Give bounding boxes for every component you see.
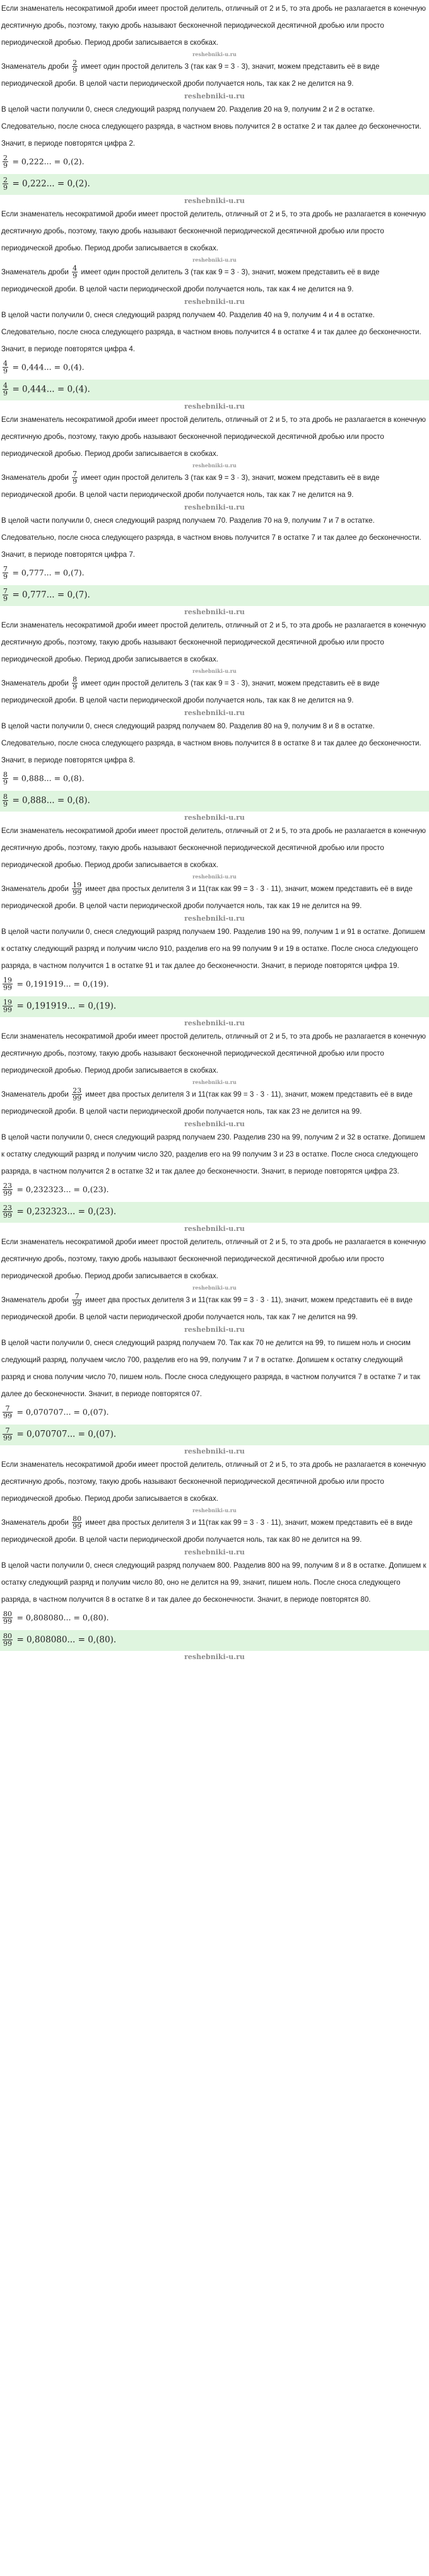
fraction-numerator: 2 [3,176,8,184]
fraction [72,1515,82,1530]
highlighted-result [0,1202,429,1223]
fraction-numerator: 7 [72,1293,82,1300]
fraction-denominator: 99 [73,1300,82,1308]
fraction [3,382,8,397]
denominator-text-start: Знаменатель дроби [1,1090,69,1099]
intro-paragraph: Если знаменатель несократимой дроби имеет простой делитель, отличный от 2 и 5, то эта дробь не разлагается в конечную десятичную дробь, поэтому, такую дробь называют бесконечной периодической десятичной дробью или просто периодической дробью. Период дроби записывается в скобках. [1,1238,426,1280]
fraction-numerator: 2 [3,154,8,162]
fraction [3,999,13,1013]
fraction-denominator: 9 [3,595,8,603]
fraction [72,1087,82,1102]
fraction-denominator: 9 [3,573,8,581]
watermark: reshebniki-u.ru [192,462,237,469]
result-line [0,358,429,378]
result-line [0,1608,429,1629]
fraction [3,1427,13,1442]
fraction-denominator: 9 [73,272,78,281]
fraction [3,177,8,191]
watermark: reshebniki-u.ru [192,1285,237,1291]
division-paragraph: В целой части получили 0, снеся следующий разряд получаем 80. Разделив 80 на 9, получим 8 и 8 в остатке. Следовательно, после сноса следующего разряда, в частном вновь получится 8 в остатке 8 и так далее до бесконечности. Значит, в периоде повторятся цифра 8. [1,722,421,764]
denominator-text-start: Знаменатель дроби [1,1296,69,1304]
watermark: reshebniki-u.ru [192,1079,237,1085]
fraction-numerator: 8 [3,771,8,779]
highlighted-result [0,380,429,400]
solution-block [0,617,429,822]
denominator-text-start: Знаменатель дроби [1,268,69,276]
fraction-denominator: 99 [3,1189,12,1198]
fraction-denominator: 9 [73,477,78,486]
fraction-denominator: 99 [73,1522,82,1531]
fraction-denominator: 99 [3,984,12,992]
fraction [3,154,8,169]
fraction [3,588,8,602]
fraction-numerator: 4 [3,359,8,368]
result-expression: = 0,777... = 0,(7). [12,590,90,600]
fraction [72,59,78,74]
result-line [0,152,429,173]
denominator-text-end: имеет два простых делителя 3 и 11(так как 99 = 3 · 3 · 11), значит, можем представить её в виде периодической дроби. В целой части периодической дроби получается ноль, так как 80 не делится на 99. [1,1518,413,1544]
highlighted-result [0,1630,429,1651]
fraction [3,1182,13,1197]
fraction-numerator: 7 [3,1405,13,1413]
denominator-text-end: имеет два простых делителя 3 и 11(так как 99 = 3 · 3 · 11), значит, можем представить её в виде периодической дроби. В целой части периодической дроби получается ноль, так как 7 не делится на 99. [1,1296,413,1321]
watermark: reshebniki-u.ru [184,1225,245,1233]
result-expression: = 0,222... = 0,(2). [12,178,90,189]
fraction-denominator: 99 [3,1640,12,1648]
watermark: reshebniki-u.ru [184,709,245,717]
fraction [72,470,78,485]
division-paragraph: В целой части получили 0, снеся следующий разряд получаем 20. Разделив 20 на 9, получим 2 и 2 в остатке. Следовательно, после сноса следующего разряда, в частном вновь получится 2 в остатке 2 и так далее до бесконечности. Значит, в периоде повторятся цифра 2. [1,105,421,148]
watermark: reshebniki-u.ru [184,1326,245,1334]
watermark: reshebniki-u.ru [192,873,237,880]
solution-block [0,0,429,205]
result-expression: = 0,222... = 0,(2). [12,156,85,166]
fraction-numerator: 7 [3,565,8,573]
fraction [3,977,13,991]
highlighted-result [0,791,429,812]
fraction-numerator: 19 [73,881,82,890]
result-expression: = 0,191919... = 0,(19). [16,979,109,989]
fraction [72,265,78,279]
watermark: reshebniki-u.ru [192,51,237,57]
result-line [0,974,429,995]
watermark: reshebniki-u.ru [184,1653,245,1661]
fraction-denominator: 99 [3,1434,12,1442]
fraction-denominator: 99 [3,1617,12,1626]
fraction-numerator: 8 [3,793,8,801]
solution-block [0,822,429,1027]
denominator-paragraph [0,675,429,709]
fraction-numerator: 23 [73,1087,82,1095]
solution-block [0,1233,429,1455]
fraction-numerator: 7 [73,470,78,479]
division-paragraph: В целой части получили 0, снеся следующий разряд получаем 800. Разделив 800 на 99, получим 8 и 8 в остатке. Допишем к остатку следующий разряд и получим число 80, оно не делится на 99, значит, пишем ноль. После сноса следующего разряда, в частном получится 8 в остатке 8 и так далее до бесконечности. Значит, в периоде повторятся 80. [1,1561,426,1604]
intro-paragraph: Если знаменатель несократимой дроби имеет простой делитель, отличный от 2 и 5, то эта дробь не разлагается в конечную десятичную дробь, поэтому, такую дробь называют бесконечной периодической десятичной дробью или просто периодической дробью. Период дроби записывается в скобках. [1,4,426,47]
fraction [3,1611,13,1625]
watermark: reshebniki-u.ru [184,914,245,923]
result-line [0,1180,429,1201]
result-expression: = 0,808080... = 0,(80). [16,1635,117,1645]
fraction-numerator: 2 [73,59,78,67]
fraction-numerator: 19 [3,976,12,984]
fraction-denominator: 9 [3,389,8,397]
result-line [0,563,429,584]
denominator-paragraph [0,1514,429,1548]
fraction-numerator: 80 [3,1632,12,1640]
fraction [3,1633,13,1647]
fraction [3,793,8,808]
result-expression: = 0,808080... = 0,(80). [16,1612,109,1623]
highlighted-result [0,1425,429,1445]
solution-block [0,1028,429,1233]
denominator-paragraph [0,58,429,92]
fraction-denominator: 9 [3,367,8,375]
intro-paragraph: Если знаменатель несократимой дроби имеет простой делитель, отличный от 2 и 5, то эта дробь не разлагается в конечную десятичную дробь, поэтому, такую дробь называют бесконечной периодической десятичной дробью или просто периодической дробью. Период дроби записывается в скобках. [1,416,426,458]
fraction-numerator: 80 [3,1610,12,1618]
fraction [72,882,82,896]
fraction-denominator: 99 [3,1211,12,1220]
denominator-text-end: имеет один простой делитель 3 (так как 9 = 3 · 3), значит, можем представить её в виде периодической дроби. В целой части периодической дроби получается ноль, так как 7 не делится на 9. [1,474,380,499]
result-expression: = 0,888... = 0,(8). [12,795,90,806]
watermark: reshebniki-u.ru [184,1447,245,1455]
intro-paragraph: Если знаменатель несократимой дроби имеет простой делитель, отличный от 2 и 5, то эта дробь не разлагается в конечную десятичную дробь, поэтому, такую дробь называют бесконечной периодической десятичной дробью или просто периодической дробью. Период дроби записывается в скобках. [1,210,426,252]
division-paragraph: В целой части получили 0, снеся следующий разряд получаем 70. Разделив 70 на 9, получим 7 и 7 в остатке. Следовательно, после сноса следующего разряда, в частном вновь получится 7 в остатке 7 и так далее до бесконечности. Значит, в периоде повторятся цифра 7. [1,516,421,559]
intro-paragraph: Если знаменатель несократимой дроби имеет простой делитель, отличный от 2 и 5, то эта дробь не разлагается в конечную десятичную дробь, поэтому, такую дробь называют бесконечной периодической десятичной дробью или просто периодической дробью. Период дроби записывается в скобках. [1,827,426,869]
watermark: reshebniki-u.ru [184,608,245,616]
denominator-text-end: имеет один простой делитель 3 (так как 9 = 3 · 3), значит, можем представить её в виде периодической дроби. В целой части периодической дроби получается ноль, так как 2 не делится на 9. [1,62,380,88]
fraction-denominator: 99 [3,1006,12,1014]
fraction-denominator: 9 [73,66,78,75]
fraction-denominator: 9 [3,778,8,786]
denominator-paragraph [0,264,429,298]
intro-paragraph: Если знаменатель несократимой дроби имеет простой делитель, отличный от 2 и 5, то эта дробь не разлагается в конечную десятичную дробь, поэтому, такую дробь называют бесконечной периодической десятичной дробью или просто периодической дробью. Период дроби записывается в скобках. [1,1032,426,1075]
fraction-numerator: 7 [3,587,8,595]
fraction [72,676,78,691]
result-expression: = 0,444... = 0,(4). [12,384,90,395]
highlighted-result [0,585,429,606]
denominator-text-start: Знаменатель дроби [1,474,69,482]
denominator-text-end: имеет один простой делитель 3 (так как 9 = 3 · 3), значит, можем представить её в виде периодической дроби. В целой части периодической дроби получается ноль, так как 8 не делится на 9. [1,679,380,704]
result-expression: = 0,232323... = 0,(23). [16,1184,109,1194]
watermark: reshebniki-u.ru [184,503,245,511]
fraction-denominator: 9 [73,683,78,692]
denominator-text-end: имеет один простой делитель 3 (так как 9 = 3 · 3), значит, можем представить её в виде периодической дроби. В целой части периодической дроби получается ноль, так как 4 не делится на 9. [1,268,380,293]
fraction [3,360,8,375]
fraction [3,771,8,786]
denominator-paragraph [0,880,429,914]
result-expression: = 0,232323... = 0,(23). [16,1206,117,1217]
division-paragraph: В целой части получили 0, снеся следующий разряд получаем 70. Так как 70 не делится на 99, то пишем ноль и сносим следующий разряд, получаем число 700, разделив его на 99, получим 7 и 7 в остатке. Допишем к остатку следующий разряд и снова получим число 70, пишем ноль. После сноса следующего разряда, в частном получится 7 в остатке 7 и так далее до бесконечности. Значит, в периоде повторятся 07. [1,1339,421,1398]
fraction-numerator: 19 [3,998,12,1006]
denominator-text-end: имеет два простых делителя 3 и 11(так как 99 = 3 · 3 · 11), значит, можем представить её в виде периодической дроби. В целой части периодической дроби получается ноль, так как 19 не делится на 99. [1,885,413,910]
highlighted-result [0,996,429,1017]
denominator-paragraph [0,469,429,503]
watermark: reshebniki-u.ru [184,402,245,411]
fraction-denominator: 9 [3,161,8,170]
solution-block [0,411,429,616]
denominator-text-start: Знаменатель дроби [1,885,69,893]
fraction-denominator: 99 [73,889,82,897]
fraction-numerator: 4 [73,264,78,273]
denominator-text-start: Знаменатель дроби [1,679,69,687]
watermark: reshebniki-u.ru [192,257,237,263]
fraction-numerator: 4 [3,382,8,390]
result-expression: = 0,444... = 0,(4). [12,362,85,372]
result-expression: = 0,070707... = 0,(07). [16,1429,117,1440]
denominator-text-start: Знаменатель дроби [1,1518,69,1527]
watermark: reshebniki-u.ru [184,197,245,205]
fraction-numerator: 23 [3,1204,12,1212]
watermark: reshebniki-u.ru [184,1120,245,1128]
watermark: reshebniki-u.ru [184,1548,245,1556]
fraction [3,566,8,580]
fraction-numerator: 8 [73,675,78,684]
highlighted-result [0,174,429,195]
solution-block [0,1456,429,1661]
fraction-denominator: 9 [3,184,8,192]
watermark: reshebniki-u.ru [192,1507,237,1513]
fraction-denominator: 99 [3,1412,12,1420]
fraction-numerator: 23 [3,1182,12,1190]
fraction [3,1405,13,1419]
intro-paragraph: Если знаменатель несократимой дроби имеет простой делитель, отличный от 2 и 5, то эта дробь не разлагается в конечную десятичную дробь, поэтому, такую дробь называют бесконечной периодической десятичной дробью или просто периодической дробью. Период дроби записывается в скобках. [1,1460,426,1503]
watermark: reshebniki-u.ru [192,668,237,674]
solution-block [0,206,429,411]
result-expression: = 0,191919... = 0,(19). [16,1001,117,1011]
denominator-text-start: Знаменатель дроби [1,62,69,71]
denominator-paragraph [0,1291,429,1326]
division-paragraph: В целой части получили 0, снеся следующий разряд получаем 190. Разделив 190 на 99, получим 1 и 91 в остатке. Допишем к остатку следующий разряд и получим число 910, разделив его на 99 получим 9 и 19 в остатке. После сноса следующего разряда, в частном получится 1 в остатке 91 и так далее до бесконечности. Значит, в периоде повторятся цифра 19. [1,928,425,970]
denominator-paragraph [0,1086,429,1120]
result-line [0,1402,429,1423]
result-expression: = 0,070707... = 0,(07). [16,1407,109,1417]
intro-paragraph: Если знаменатель несократимой дроби имеет простой делитель, отличный от 2 и 5, то эта дробь не разлагается в конечную десятичную дробь, поэтому, такую дробь называют бесконечной периодической десятичной дробью или просто периодической дробью. Период дроби записывается в скобках. [1,621,426,663]
fraction-denominator: 9 [3,800,8,808]
division-paragraph: В целой части получили 0, снеся следующий разряд получаем 230. Разделив 230 на 99, получим 2 и 32 в остатке. Допишем к остатку следующий разряд и получим число 320, разделив его на 99 получим 3 и 23 в остатке. После сноса следующего разряда, в частном получится 2 в остатке 32 и так далее до бесконечности. Значит, в периоде повторятся цифра 23. [1,1133,425,1175]
watermark: reshebniki-u.ru [184,92,245,100]
result-expression: = 0,777... = 0,(7). [12,568,85,578]
result-expression: = 0,888... = 0,(8). [12,773,85,783]
fraction-numerator: 7 [3,1427,13,1435]
denominator-text-end: имеет два простых делителя 3 и 11(так как 99 = 3 · 3 · 11), значит, можем представить её в виде периодической дроби. В целой части периодической дроби получается ноль, так как 23 не делится на 99. [1,1090,413,1116]
fraction [3,1204,13,1219]
fraction-numerator: 80 [73,1515,82,1524]
result-line [0,769,429,790]
watermark: reshebniki-u.ru [184,813,245,822]
fraction [72,1293,82,1307]
fraction-denominator: 99 [73,1094,82,1103]
watermark: reshebniki-u.ru [184,1019,245,1027]
watermark: reshebniki-u.ru [184,298,245,306]
division-paragraph: В целой части получили 0, снеся следующий разряд получаем 40. Разделив 40 на 9, получим 4 и 4 в остатке. Следовательно, после сноса следующего разряда, в частном вновь получится 4 в остатке 4 и так далее до бесконечности. Значит, в периоде повторятся цифра 4. [1,311,421,353]
